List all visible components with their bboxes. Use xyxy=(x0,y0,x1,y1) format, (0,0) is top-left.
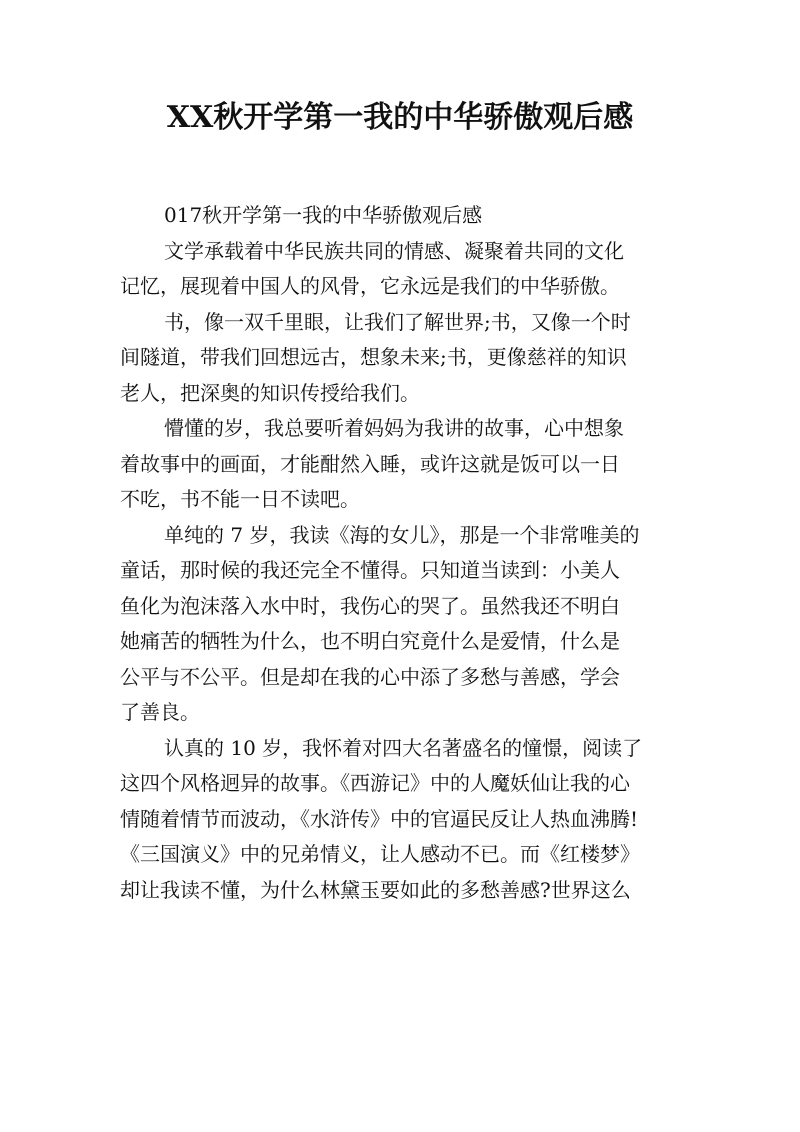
paragraph-line: 文学承载着中华民族共同的情感、凝聚着共同的文化 xyxy=(164,238,624,263)
paragraph-line: 书，像一双千里眼，让我们了解世界;书，又像一个时 xyxy=(164,309,631,334)
paragraph-line: 017秋开学第一我的中华骄傲观后感 xyxy=(164,203,483,227)
paragraph-line: 了善良。 xyxy=(120,700,200,724)
paragraph-line: 《三国演义》中的兄弟情义，让人感动不已。而《红楼梦》 xyxy=(120,842,640,866)
paragraph-line: 这四个风格迥异的故事。《西游记》中的人魔妖仙让我的心 xyxy=(120,771,630,795)
paragraph-line: 间隧道，带我们回想远古，想象未来;书，更像慈祥的知识 xyxy=(120,345,627,369)
paragraph-line: 公平与不公平。但是却在我的心中添了多愁与善感，学会 xyxy=(120,664,620,689)
paragraph-line: 单纯的 7 岁，我读《海的女儿》，那是一个非常唯美的 xyxy=(164,522,640,547)
paragraph-line: 却让我读不懂，为什么林黛玉要如此的多愁善感?世界这么 xyxy=(120,877,631,902)
paragraph-line: 鱼化为泡沫落入水中时，我伤心的哭了。虽然我还不明白 xyxy=(120,593,620,618)
document-title: XX秋开学第一我的中华骄傲观后感 xyxy=(166,100,634,135)
paragraph-line: 老人，把深奥的知识传授给我们。 xyxy=(120,380,420,405)
paragraph-line: 她痛苦的牺牲为什么，也不明白究竟什么是爱情，什么是 xyxy=(120,629,620,653)
paragraph-line: 童话，那时候的我还完全不懂得。只知道当读到：小美人 xyxy=(120,558,620,582)
paragraph-line: 情随着情节而波动，《水浒传》中的官逼民反让人热血沸腾! xyxy=(120,806,639,831)
paragraph-line: 认真的 10 岁，我怀着对四大名著盛名的憧憬，阅读了 xyxy=(164,735,643,760)
document-body xyxy=(120,198,680,908)
paragraph-line: 记忆，展现着中国人的风骨，它永远是我们的中华骄傲。 xyxy=(120,274,620,298)
paragraph-line: 懵懂的岁，我总要听着妈妈为我讲的故事，心中想象 xyxy=(164,416,624,440)
paragraph-line: 不吃，书不能一日不读吧。 xyxy=(120,487,360,511)
paragraph-line: 着故事中的画面，才能酣然入睡，或许这就是饭可以一日 xyxy=(120,451,620,476)
